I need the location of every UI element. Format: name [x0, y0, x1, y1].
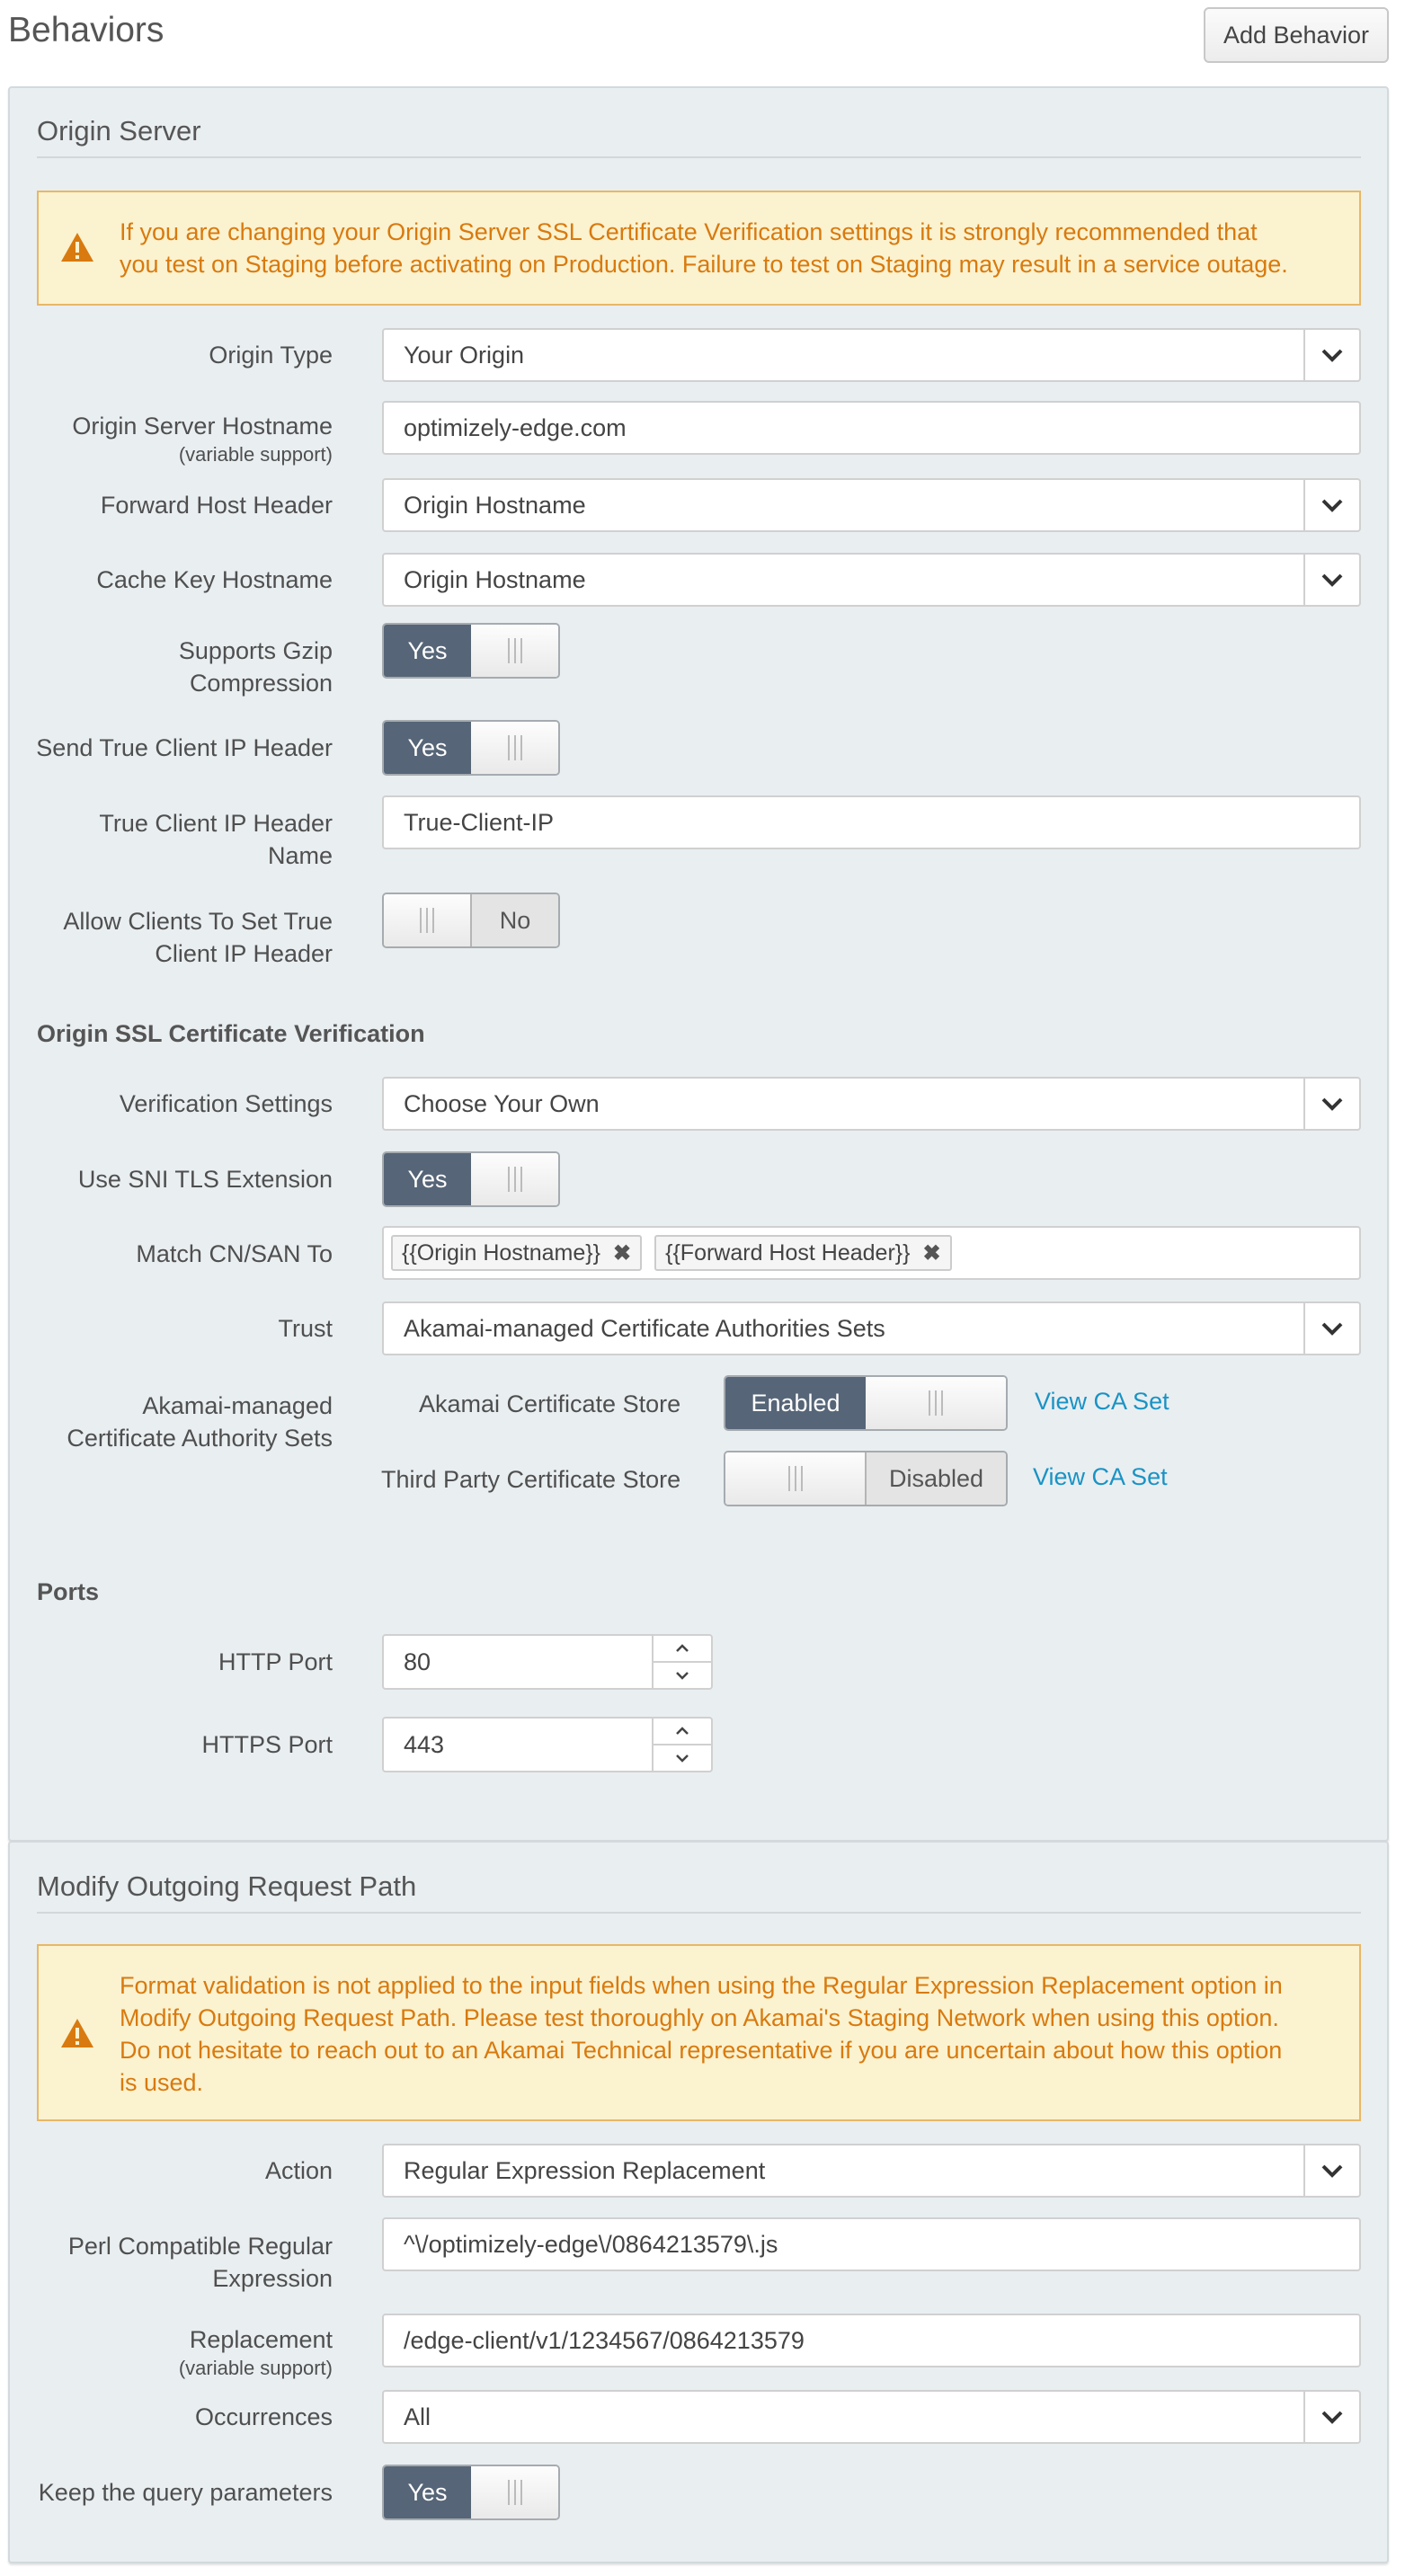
- ssl-warning-alert: [37, 191, 1361, 306]
- warning-line: Format validation is not applied to the input fields when using the Regular Expression Replacement option in: [120, 1972, 1283, 1999]
- warning-icon: [60, 2018, 94, 2048]
- origin-hostname-input[interactable]: [382, 401, 1361, 455]
- panel-divider: [37, 1912, 1361, 1914]
- regex-warning-alert: [37, 1944, 1361, 2121]
- warning-line: Modify Outgoing Request Path. Please test thoroughly on Akamai's Staging Network when using this option.: [120, 2004, 1279, 2031]
- replacement-input[interactable]: [382, 2314, 1361, 2367]
- cache-key-hostname-value: Origin Hostname: [404, 565, 586, 593]
- http-port-label: HTTP Port: [218, 1648, 333, 1675]
- chevron-down-icon[interactable]: [654, 1744, 711, 1771]
- sni-tls-toggle[interactable]: [382, 1151, 560, 1207]
- trust-value: Akamai-managed Certificate Authorities Sets: [404, 1314, 885, 1342]
- origin-hostname-value: optimizely-edge.com: [404, 413, 627, 441]
- toggle-yes-label: Yes: [384, 2466, 471, 2518]
- ssl-verification-heading: Origin SSL Certificate Verification: [37, 1020, 425, 1047]
- akamai-store-toggle[interactable]: [724, 1375, 1008, 1431]
- https-port-stepper[interactable]: [382, 1717, 713, 1772]
- https-port-label: HTTPS Port: [201, 1731, 333, 1758]
- origin-type-label: Origin Type: [209, 342, 333, 369]
- view-ca-set-link[interactable]: View CA Set: [1035, 1388, 1169, 1415]
- sni-tls-label: Use SNI TLS Extension: [77, 1166, 333, 1193]
- origin-hostname-label: Origin Server Hostname (variable support): [72, 413, 333, 466]
- true-client-ip-name-value: True-Client-IP: [404, 808, 555, 836]
- action-value: Regular Expression Replacement: [404, 2156, 766, 2184]
- third-party-store-label: Third Party Certificate Store: [381, 1466, 681, 1493]
- chevron-down-icon[interactable]: [1303, 555, 1359, 605]
- action-select[interactable]: [382, 2144, 1361, 2198]
- verification-settings-value: Choose Your Own: [404, 1089, 600, 1117]
- toggle-yes-label: Yes: [384, 625, 471, 677]
- chevron-up-icon[interactable]: [654, 1636, 711, 1661]
- chevron-down-icon[interactable]: [1303, 1303, 1359, 1354]
- replacement-value: /edge-client/v1/1234567/0864213579: [404, 2326, 805, 2354]
- page-title: Behaviors: [8, 11, 165, 49]
- view-ca-set-link[interactable]: View CA Set: [1033, 1463, 1168, 1490]
- add-behavior-button[interactable]: Add Behavior: [1204, 7, 1389, 63]
- https-port-value: 443: [404, 1731, 445, 1758]
- tag-forward-host-header: {{Forward Host Header}} ✖: [654, 1235, 952, 1271]
- regex-value: ^\/optimizely-edge\/0864213579\.js: [404, 2230, 778, 2258]
- http-port-stepper[interactable]: [382, 1634, 713, 1690]
- panel-title-modify-request-path: Modify Outgoing Request Path: [37, 1870, 417, 1902]
- true-client-ip-name-input[interactable]: [382, 795, 1361, 849]
- true-client-ip-name-label: True Client IP Header Name: [99, 810, 333, 869]
- ports-heading: Ports: [37, 1578, 100, 1605]
- warning-icon: [60, 232, 94, 262]
- tag-origin-hostname: {{Origin Hostname}} ✖: [391, 1235, 642, 1271]
- origin-type-select[interactable]: [382, 328, 1361, 382]
- trust-label: Trust: [278, 1315, 333, 1342]
- toggle-grip-icon: [471, 2466, 558, 2518]
- chevron-down-icon[interactable]: [1303, 1079, 1359, 1129]
- remove-tag-icon[interactable]: ✖: [922, 1240, 941, 1266]
- toggle-grip-icon: [725, 1452, 865, 1505]
- http-port-value: 80: [404, 1648, 431, 1675]
- toggle-grip-icon: [384, 894, 470, 946]
- panel-title-origin-server: Origin Server: [37, 115, 201, 147]
- warning-line: you test on Staging before activating on Production. Failure to test on Staging may result in a service outage.: [120, 251, 1288, 278]
- true-client-ip-label: Send True Client IP Header: [36, 734, 333, 761]
- occurrences-select[interactable]: [382, 2390, 1361, 2444]
- allow-clients-label: Allow Clients To Set True Client IP Header: [63, 908, 333, 967]
- panel-divider: [37, 156, 1361, 158]
- occurrences-value: All: [404, 2403, 431, 2430]
- toggle-grip-icon: [471, 722, 558, 774]
- chevron-down-icon[interactable]: [1303, 2145, 1359, 2196]
- forward-host-header-label: Forward Host Header: [100, 492, 333, 519]
- remove-tag-icon[interactable]: ✖: [612, 1240, 632, 1266]
- third-party-store-toggle[interactable]: [724, 1451, 1008, 1506]
- toggle-grip-icon: [471, 1153, 558, 1205]
- gzip-compression-toggle[interactable]: [382, 623, 560, 679]
- toggle-yes-label: Yes: [384, 1153, 471, 1205]
- toggle-yes-label: Yes: [384, 722, 471, 774]
- trust-select[interactable]: [382, 1301, 1361, 1355]
- chevron-down-icon[interactable]: [1303, 2392, 1359, 2442]
- cache-key-hostname-label: Cache Key Hostname: [96, 566, 333, 593]
- occurrences-label: Occurrences: [194, 2403, 333, 2430]
- match-cn-san-label: Match CN/SAN To: [136, 1240, 333, 1267]
- match-cn-san-input[interactable]: [382, 1226, 1361, 1280]
- true-client-ip-toggle[interactable]: [382, 720, 560, 776]
- regex-label: Perl Compatible Regular Expression: [67, 2233, 333, 2292]
- verification-settings-select[interactable]: [382, 1077, 1361, 1131]
- forward-host-header-select[interactable]: [382, 478, 1361, 532]
- toggle-no-label: No: [470, 894, 558, 946]
- keep-query-toggle[interactable]: [382, 2465, 560, 2520]
- gzip-compression-label: Supports Gzip Compression: [178, 637, 333, 697]
- cache-key-hostname-select[interactable]: [382, 553, 1361, 607]
- toggle-enabled-label: Enabled: [725, 1377, 866, 1429]
- replacement-label: Replacement (variable support): [178, 2326, 333, 2379]
- chevron-down-icon[interactable]: [1303, 480, 1359, 530]
- keep-query-label: Keep the query parameters: [38, 2479, 333, 2506]
- verification-settings-label: Verification Settings: [119, 1090, 333, 1117]
- toggle-disabled-label: Disabled: [865, 1452, 1006, 1505]
- toggle-grip-icon: [866, 1377, 1006, 1429]
- chevron-up-icon[interactable]: [654, 1719, 711, 1744]
- akamai-store-label: Akamai Certificate Store: [419, 1390, 681, 1417]
- regex-input[interactable]: [382, 2217, 1361, 2271]
- warning-line: If you are changing your Origin Server SSL Certificate Verification settings it is strongly recommended that: [120, 218, 1258, 245]
- warning-line: Do not hesitate to reach out to an Akamai Technical representative if you are uncertain about how this option: [120, 2037, 1283, 2064]
- chevron-down-icon[interactable]: [1303, 330, 1359, 380]
- origin-type-value: Your Origin: [404, 341, 525, 369]
- toggle-grip-icon: [471, 625, 558, 677]
- ca-sets-label: Akamai-managed Certificate Authority Sets: [67, 1392, 333, 1452]
- forward-host-header-value: Origin Hostname: [404, 491, 586, 519]
- chevron-down-icon[interactable]: [654, 1661, 711, 1688]
- warning-line: is used.: [120, 2069, 204, 2096]
- action-label: Action: [264, 2157, 333, 2184]
- allow-clients-toggle[interactable]: [382, 893, 560, 948]
